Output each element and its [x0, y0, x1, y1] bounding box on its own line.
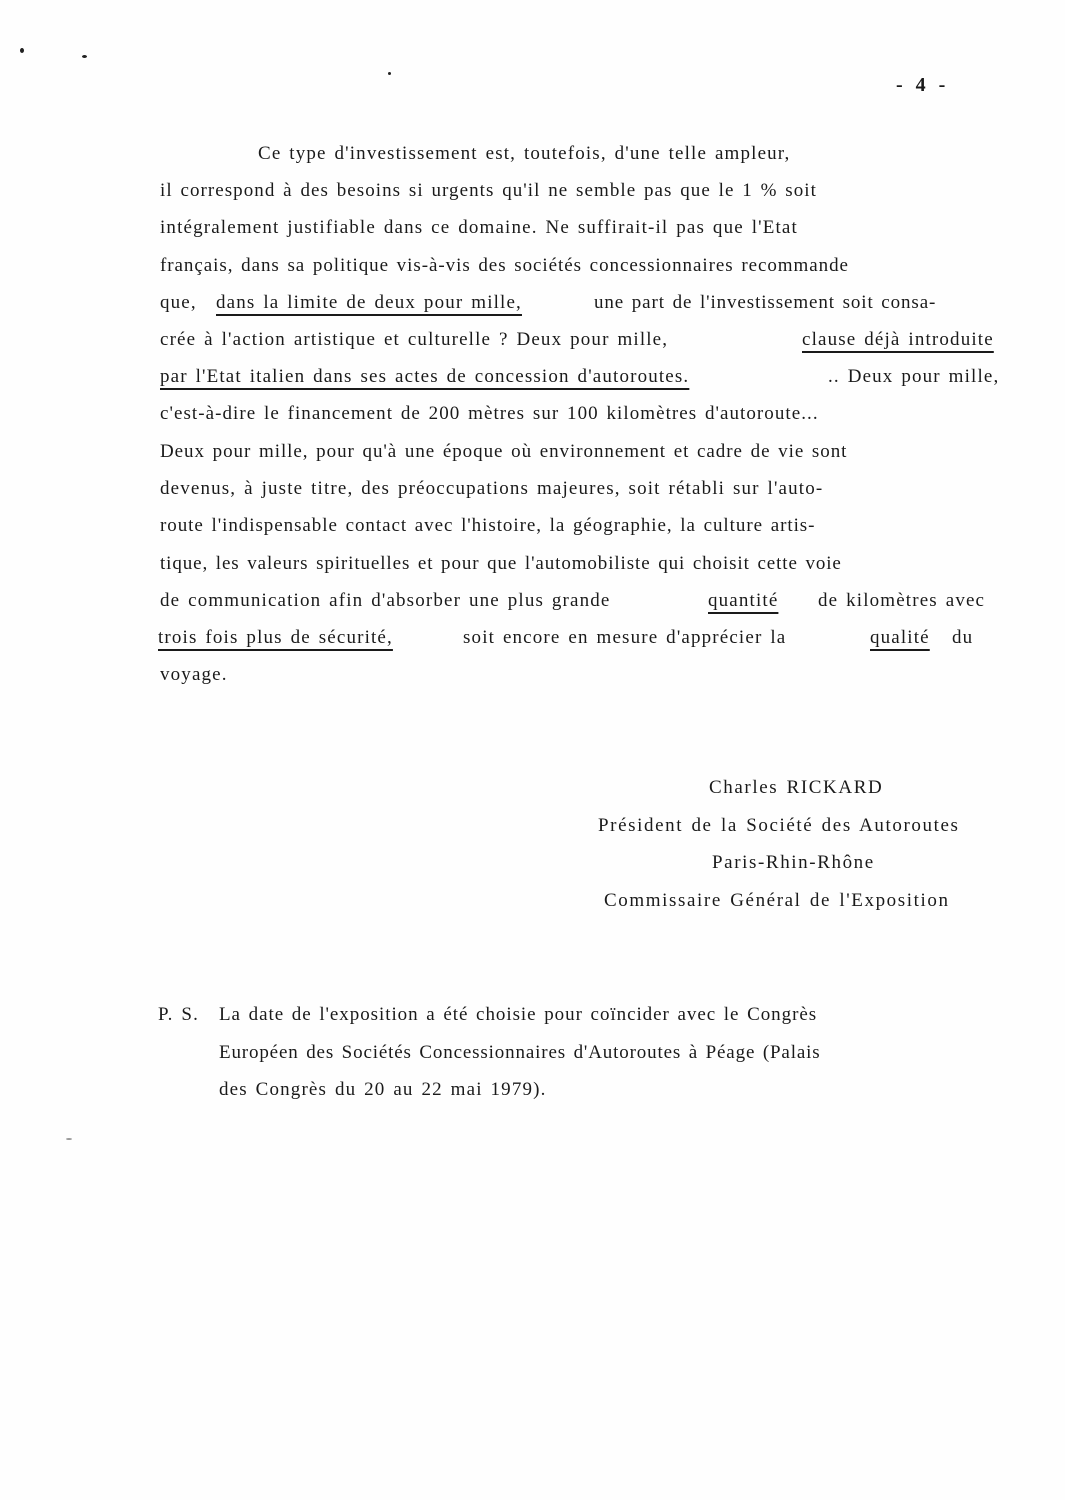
- body-line: route l'indispensable contact avec l'histoire, la géographie, la culture artis-: [160, 515, 816, 536]
- signatory-title: Paris-Rhin-Rhône: [712, 852, 875, 873]
- postscript-line: Européen des Sociétés Concessionnaires d'Autoroutes à Péage (Palais: [219, 1042, 821, 1063]
- body-line: Ce type d'investissement est, toutefois, d'une telle ampleur,: [258, 143, 791, 164]
- body-line: voyage.: [160, 664, 228, 685]
- body-line: une part de l'investissement soit consa-: [594, 292, 937, 313]
- scan-speck: [388, 72, 391, 75]
- postscript-line: La date de l'exposition a été choisie pour coïncider avec le Congrès: [219, 1004, 818, 1025]
- underlined-phrase: clause déjà introduite: [802, 329, 994, 350]
- page-number: - 4 -: [896, 74, 949, 96]
- underlined-phrase: quantité: [708, 590, 779, 611]
- body-line: français, dans sa politique vis-à-vis des sociétés concessionnaires recommande: [160, 255, 849, 276]
- body-line: tique, les valeurs spirituelles et pour que l'automobiliste qui choisit cette voie: [160, 553, 842, 574]
- body-line: c'est-à-dire le financement de 200 mètres sur 100 kilomètres d'autoroute...: [160, 403, 819, 424]
- scan-speck: [66, 1138, 72, 1140]
- body-line: crée à l'action artistique et culturelle ? Deux pour mille,: [160, 329, 669, 350]
- underlined-phrase: trois fois plus de sécurité,: [158, 627, 393, 648]
- body-line: soit encore en mesure d'apprécier la: [463, 627, 787, 648]
- signatory-title: Commissaire Général de l'Exposition: [604, 890, 950, 911]
- body-line: que,: [160, 292, 197, 313]
- body-line: intégralement justifiable dans ce domaine. Ne suffirait-il pas que l'Etat: [160, 217, 798, 238]
- underlined-phrase: qualité: [870, 627, 930, 648]
- postscript-label: P. S.: [158, 1004, 200, 1025]
- body-line: du: [952, 627, 974, 648]
- body-line: de kilomètres avec: [818, 590, 986, 611]
- body-line: devenus, à juste titre, des préoccupations majeures, soit rétabli sur l'auto-: [160, 478, 824, 499]
- underlined-phrase: dans la limite de deux pour mille,: [216, 292, 522, 313]
- signatory-name: Charles RICKARD: [709, 777, 884, 798]
- body-line: Deux pour mille, pour qu'à une époque où environnement et cadre de vie sont: [160, 441, 848, 462]
- body-line: de communication afin d'absorber une plus grande: [160, 590, 611, 611]
- signatory-title: Président de la Société des Autoroutes: [598, 815, 960, 836]
- postscript-line: des Congrès du 20 au 22 mai 1979).: [219, 1079, 547, 1100]
- scan-speck: [20, 48, 24, 53]
- body-line: il correspond à des besoins si urgents qu'il ne semble pas que le 1 % soit: [160, 180, 817, 201]
- body-line: .. Deux pour mille,: [828, 366, 1000, 387]
- underlined-phrase: par l'Etat italien dans ses actes de concession d'autoroutes.: [160, 366, 690, 387]
- scan-speck: [82, 55, 87, 58]
